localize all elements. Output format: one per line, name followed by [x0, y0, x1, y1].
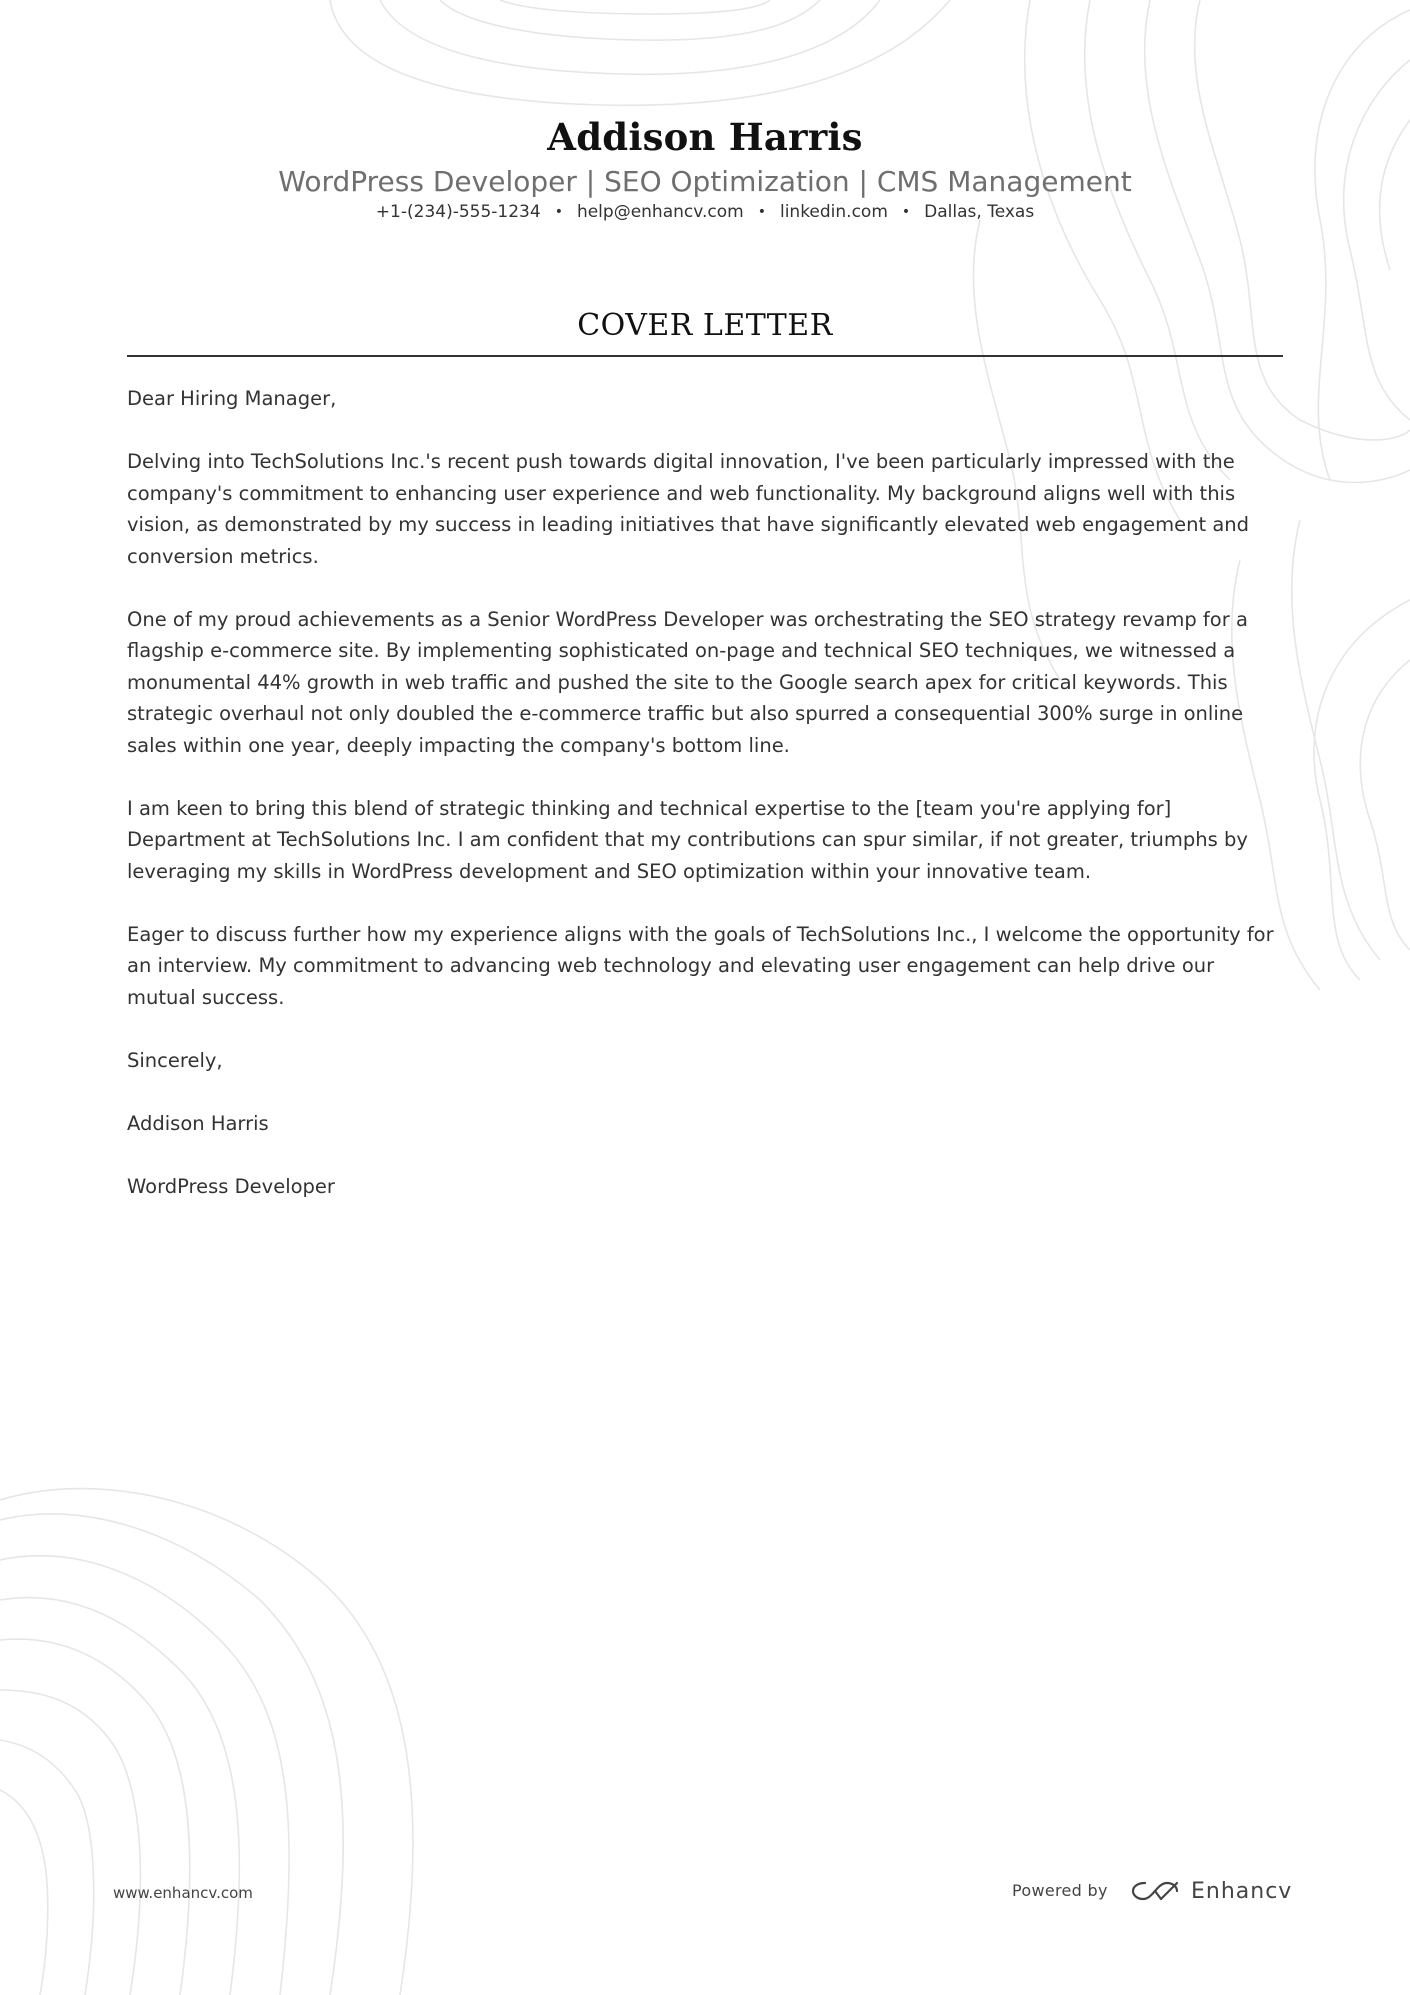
section-title: COVER LETTER [577, 308, 833, 343]
letter-paragraph: One of my proud achievements as a Senior WordPress Developer was orchestrating the SEO strategy revamp for a flagship e-commerce site. By implementing sophisticated on-page and technical SEO techniques, we witnessed a monumental 44% growth in web traffic and pushed the site to the Google search apex for critical keywords. This strategic overhaul not only doubled the e-commerce traffic but also spurred a consequential 300% surge in online sales within one year, deeply impacting the company's bottom line. [127, 607, 1248, 757]
powered-by-label: Powered by [1012, 1881, 1108, 1900]
footer-website-link[interactable]: www.enhancv.com [113, 1884, 253, 1902]
letter-closing: Sincerely, [127, 1048, 223, 1072]
section-divider [127, 355, 1283, 357]
contact-linkedin[interactable]: linkedin.com [779, 202, 888, 222]
enhancv-logo-icon [1131, 1879, 1179, 1903]
letter-paragraph: Delving into TechSolutions Inc.'s recent push towards digital innovation, I've been particularly impressed with the company's commitment to enhancing user experience and web functionality. My background aligns well with this vision, as demonstrated by my success in leading initiatives that have significantly elevated web engagement and conversion metrics. [127, 450, 1250, 568]
contact-separator: • [757, 204, 766, 220]
candidate-name: Addison Harris [547, 115, 863, 159]
letter-greeting: Dear Hiring Manager, [127, 387, 337, 410]
letter-paragraph: Eager to discuss further how my experience aligns with the goals of TechSolutions Inc., I welcome the opportunity for an interview. My commitment to advancing web technology and elevating user engagement can help drive our mutual success. [127, 922, 1274, 1009]
candidate-headline: WordPress Developer | SEO Optimization | CMS Management [278, 165, 1132, 198]
enhancv-brand[interactable] [1131, 1874, 1292, 1908]
brand-name: Enhancv [1191, 1878, 1293, 1904]
letter-body [127, 383, 1283, 1234]
letter-paragraph: I am keen to bring this blend of strategic thinking and technical expertise to the [team you're applying for] Department at TechSolutions Inc. I am confident that my contributions can spur similar, if not greater, triumphs by leveraging my skills in WordPress development and SEO optimization within your innovative team. [127, 796, 1248, 883]
signature-title: WordPress Developer [127, 1174, 335, 1198]
contact-location: Dallas, Texas [924, 202, 1035, 222]
contact-separator: • [554, 204, 563, 220]
contact-phone[interactable]: +1-(234)-555-1234 [375, 202, 541, 222]
contact-email[interactable]: help@enhancv.com [576, 202, 744, 222]
resume-header [127, 112, 1283, 224]
contact-line [127, 200, 1283, 224]
contact-separator: • [901, 204, 911, 220]
signature-name: Addison Harris [127, 1111, 269, 1135]
